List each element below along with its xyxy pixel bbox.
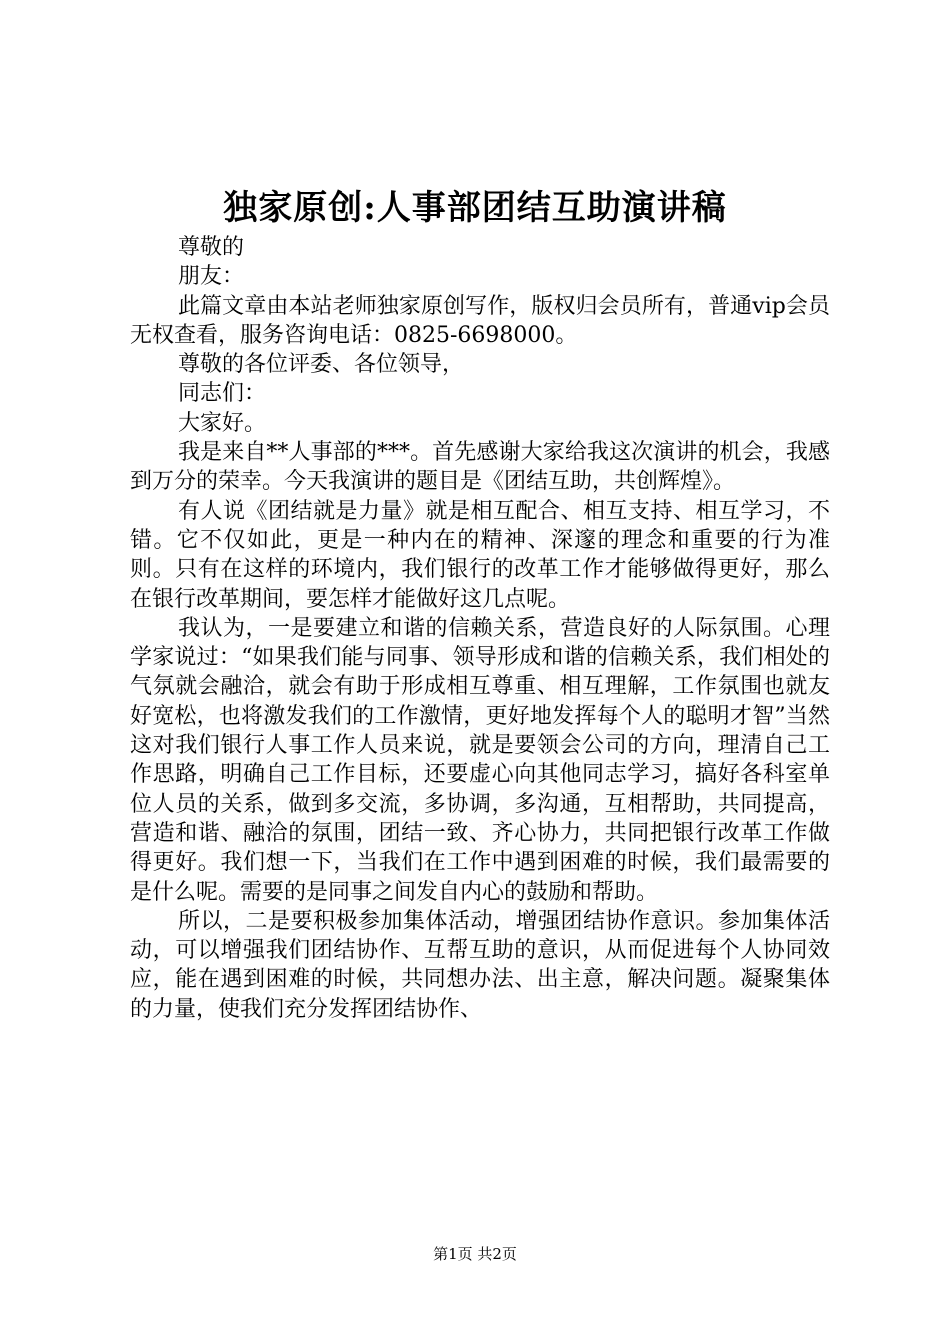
page-number-footer: 第1页 共2页 bbox=[433, 1245, 517, 1263]
paragraph-unity-is-strength: 有人说《团结就是力量》就是相互配合、相互支持、相互学习，不错。它不仅如此，更是一种内在的精神、深邃的理念和重要的行为准则。只有在这样的环境内，我们银行的改革工作才能够做得更好，那么在银行改革期间，要怎样才能做好这几点呢。 bbox=[130, 498, 830, 612]
greeting-comrades: 同志们： bbox=[178, 381, 267, 407]
document-body bbox=[130, 233, 830, 1024]
document-title: 独家原创:人事部团结互助演讲稿 bbox=[223, 188, 727, 228]
salutation-line-1: 尊敬的 bbox=[178, 235, 245, 260]
copyright-notice: 此篇文章由本站老师独家原创写作，版权归会员所有，普通vip会员无权查看，服务咨询电话：0825-6698000。 bbox=[130, 293, 830, 348]
paragraph-point-one: 我认为，一是要建立和谐的信赖关系，营造良好的人际氛围。心理学家说过：“如果我们能与同事、领导形成和谐的信赖关系，我们相处的气氛就会融洽，就会有助于形成相互尊重、相互理解，工作氛围也就友好宽松，也将激发我们的工作激情，更好地发挥每个人的聪明才智”当然这对我们银行人事工作人员来说，就是要领会公司的方向，理清自己工作思路，明确自己工作目标，还要虚心向其他同志学习，搞好各科室单位人员的关系，做到多交流，多协调，多沟通，互相帮助，共同提高，营造和谐、融洽的氛围，团结一致、齐心协力，共同把银行改革工作做得更好。我们想一下，当我们在工作中遇到困难的时候，我们最需要的是什么呢。需要的是同事之间发自内心的鼓励和帮助。 bbox=[130, 615, 830, 905]
greeting-judges: 尊敬的各位评委、各位领导， bbox=[178, 352, 465, 378]
greeting-everyone: 大家好。 bbox=[178, 410, 267, 436]
paragraph-introduction: 我是来自**人事部的***。首先感谢大家给我这次演讲的机会，我感到万分的荣幸。今天我演讲的题目是《团结互助，共创辉煌》。 bbox=[130, 440, 830, 495]
salutation-line-2: 朋友： bbox=[178, 264, 245, 290]
paragraph-point-two: 所以，二是要积极参加集体活动，增强团结协作意识。参加集体活动，可以增强我们团结协作、互帮互助的意识，从而促进每个人协同效应，能在遇到困难的时候，共同想办法、出主意，解决问题。凝聚集体的力量，使我们充分发挥团结协作、 bbox=[130, 908, 830, 1022]
